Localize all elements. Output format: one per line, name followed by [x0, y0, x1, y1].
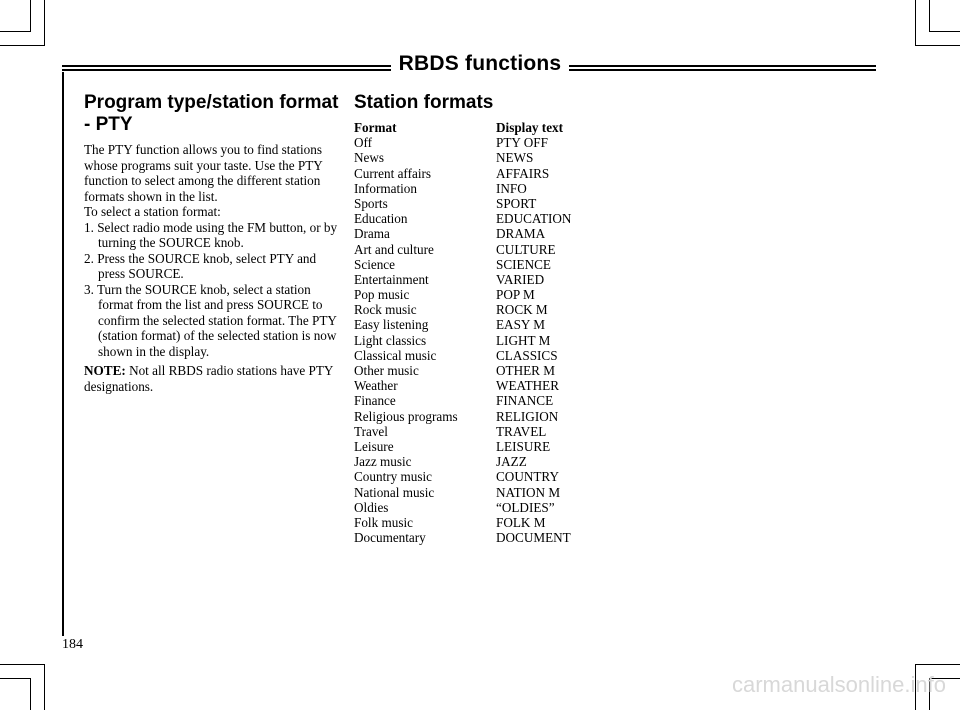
table-row: [354, 302, 654, 317]
format-cell: Jazz music: [354, 454, 412, 470]
display-text-cell: EASY M: [496, 317, 545, 333]
format-cell: Other music: [354, 363, 419, 378]
display-text-cell: NEWS: [496, 150, 534, 166]
page-header: [0, 52, 960, 76]
format-cell: Country music: [354, 469, 433, 485]
display-text-cell: ROCK M: [496, 302, 548, 318]
table-row: [354, 424, 654, 439]
format-cell: Art and culture: [354, 241, 434, 257]
display-text-cell: CLASSICS: [496, 347, 558, 363]
format-cell: National music: [354, 484, 435, 500]
column-header-format: Format: [354, 120, 397, 135]
table-row: [354, 515, 654, 530]
table-row: [354, 226, 654, 241]
crop-mark: [30, 678, 31, 710]
table-row: [354, 378, 654, 393]
pty-step: 1. Select radio mode using the FM button, or by turning the SOURCE knob.: [84, 219, 338, 250]
pty-intro: The PTY function allows you to find stations whose programs suit your taste. Use the PTY function to select among the different station formats shown in the list.: [84, 142, 323, 204]
table-row: [354, 333, 654, 348]
format-cell: Documentary: [354, 530, 426, 546]
format-cell: Oldies: [354, 499, 389, 515]
display-text-cell: PTY OFF: [496, 135, 548, 151]
pty-subhead: To select a station format:: [84, 204, 221, 219]
format-cell: Weather: [354, 378, 398, 394]
format-cell: Rock music: [354, 302, 417, 318]
table-row: [354, 135, 654, 150]
display-text-cell: DOCUMENT: [496, 530, 571, 546]
table-row: [354, 363, 654, 378]
display-text-cell: INFO: [496, 180, 527, 196]
page-header-title: RBDS functions: [391, 52, 570, 75]
format-cell: Light classics: [354, 332, 427, 348]
table-row: [354, 393, 654, 408]
format-cell: Finance: [354, 393, 396, 409]
display-text-cell: OTHER M: [496, 363, 555, 378]
format-cell: Pop music: [354, 287, 410, 303]
display-text-cell: JAZZ: [496, 454, 527, 470]
crop-mark: [44, 0, 45, 46]
display-text-cell: WEATHER: [496, 378, 559, 394]
display-text-cell: AFFAIRS: [496, 165, 550, 181]
format-cell: Sports: [354, 195, 388, 211]
table-row: [354, 409, 654, 424]
table-row: [354, 530, 654, 545]
table-row: [354, 257, 654, 272]
table-row: [354, 454, 654, 469]
display-text-cell: EDUCATION: [496, 211, 572, 227]
table-row: [354, 181, 654, 196]
format-cell: Religious programs: [354, 408, 458, 424]
display-text-cell: DRAMA: [496, 226, 546, 242]
pty-step: 2. Press the SOURCE knob, select PTY and press SOURCE.: [84, 250, 317, 281]
display-text-cell: TRAVEL: [496, 423, 547, 439]
format-cell: Folk music: [354, 514, 413, 530]
display-text-cell: “OLDIES”: [496, 499, 555, 515]
pty-note: [84, 363, 340, 394]
station-formats-heading: Station formats: [354, 92, 494, 113]
table-header-row: [354, 120, 654, 135]
display-text-cell: NATION M: [496, 484, 561, 500]
table-row: [354, 485, 654, 500]
display-text-cell: SPORT: [496, 195, 537, 211]
table-row: [354, 242, 654, 257]
format-cell: Off: [354, 135, 373, 151]
crop-mark: [30, 0, 31, 32]
table-row: [354, 439, 654, 454]
display-text-cell: CULTURE: [496, 241, 556, 257]
pty-step: 3. Turn the SOURCE knob, select a station format from the list and press SOURCE to confirm the selected station format. The PTY (station format) of the selected station is now shown in the display.: [84, 281, 337, 359]
crop-mark: [929, 31, 960, 32]
note-label: NOTE:: [84, 363, 126, 378]
table-row: [354, 469, 654, 484]
display-text-cell: LIGHT M: [496, 332, 551, 348]
table-row: [354, 317, 654, 332]
watermark: carmanualsonline.info: [731, 672, 946, 697]
display-text-cell: FOLK M: [496, 514, 546, 530]
crop-mark: [0, 678, 30, 679]
format-cell: Science: [354, 256, 396, 272]
display-text-cell: VARIED: [496, 271, 545, 287]
table-row: [354, 287, 654, 302]
format-cell: News: [354, 150, 385, 166]
crop-mark: [929, 0, 930, 32]
format-cell: Travel: [354, 423, 388, 439]
pty-section: [84, 92, 340, 394]
table-row: [354, 150, 654, 165]
display-text-cell: COUNTRY: [496, 469, 560, 485]
pty-heading: Program type/station format - PTY: [84, 92, 339, 135]
table-row: [354, 500, 654, 515]
margin-rule: [62, 72, 64, 636]
format-cell: Easy listening: [354, 317, 429, 333]
crop-mark: [0, 664, 44, 665]
station-formats-section: [354, 92, 654, 545]
display-text-cell: FINANCE: [496, 393, 554, 409]
format-cell: Leisure: [354, 438, 394, 454]
crop-mark: [0, 45, 44, 46]
pty-steps: [84, 220, 340, 360]
table-row: [354, 348, 654, 363]
format-cell: Entertainment: [354, 271, 429, 287]
page-number: 184: [62, 637, 83, 652]
format-cell: Classical music: [354, 347, 437, 363]
crop-mark: [915, 664, 960, 665]
table-row: [354, 211, 654, 226]
station-formats-table: [354, 120, 654, 545]
format-cell: Current affairs: [354, 165, 432, 181]
crop-mark: [915, 45, 960, 46]
display-text-cell: RELIGION: [496, 408, 559, 424]
display-text-cell: SCIENCE: [496, 256, 551, 272]
table-body: [354, 135, 654, 545]
table-row: [354, 166, 654, 181]
crop-mark: [915, 0, 916, 46]
table-row: [354, 272, 654, 287]
format-cell: Drama: [354, 226, 390, 242]
display-text-cell: POP M: [496, 287, 535, 303]
format-cell: Information: [354, 180, 417, 196]
crop-mark: [44, 664, 45, 710]
format-cell: Education: [354, 211, 408, 227]
column-header-display-text: Display text: [496, 120, 564, 135]
note-text: Not all RBDS radio stations have PTY designations.: [84, 363, 333, 394]
crop-mark: [0, 31, 30, 32]
display-text-cell: LEISURE: [496, 438, 551, 454]
table-row: [354, 196, 654, 211]
